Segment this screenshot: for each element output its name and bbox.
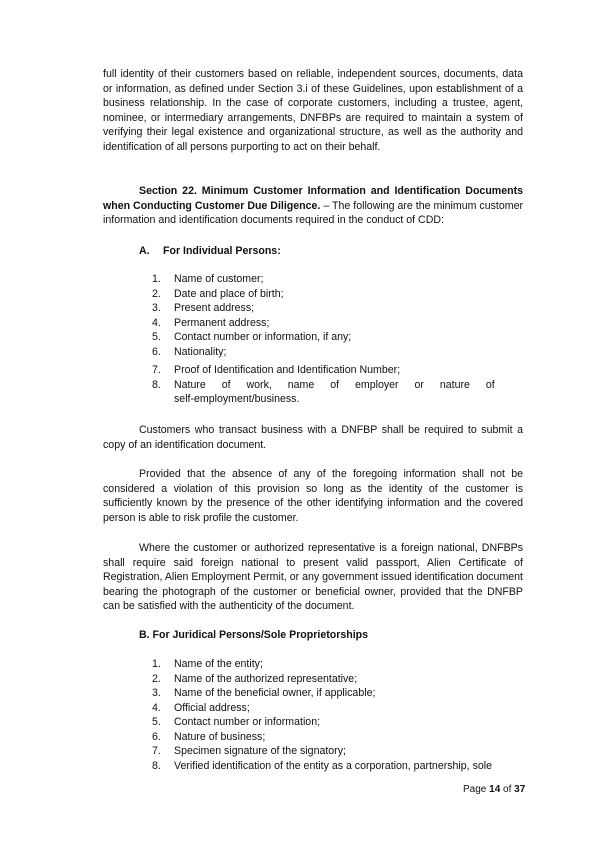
list-item: 2. Date and place of birth; [152, 287, 284, 300]
list-item: 7. Proof of Identification and Identification Number; [152, 364, 401, 376]
list-item: 5. Contact number or information; [152, 716, 321, 728]
list-item: 3. Present address; [152, 302, 255, 314]
foreign-national-paragraph: Where the customer or authorized representative is a foreign national, DNFBPs shall require said foreign national to present valid passport, Alien Certificate of Registration, Alien Employment Permit, or any government issued identification document bearing the photograph of the customer or beneficial owner, provided that the DNFBP can be satisfied with the authenticity of the document. [103, 542, 523, 612]
intro-paragraph: full identity of their customers based on reliable, independent sources, documents, data or information, as defined under Section 3.i of these Guidelines, upon establishment of a business relationship. In the case of corporate customers, including a trustee, agent, nominee, or intermediary arrangements, DNFBPs are required to maintain a system of verifying their legal existence and organizational structure, as well as the authority and identification of all persons purporting to act on their behalf. [103, 68, 523, 153]
list-item: 5. Contact number or information, if any; [152, 331, 352, 343]
juridical-list [152, 657, 524, 773]
list-item: 8. Nature of work, name of employer or nature of self-employment/business. [152, 378, 495, 405]
list-item: 2. Name of the authorized representative; [152, 672, 358, 685]
copy-id-paragraph: Customers who transact business with a DNFBP shall be required to submit a copy of an identification document. [103, 424, 523, 451]
section-22-title: Section 22. Minimum Customer Information and Identification Documents when Conducting Customer Due Diligence. [103, 185, 523, 212]
list-item: 1. Name of customer; [152, 273, 264, 285]
total-pages: 37 [514, 784, 526, 795]
individual-list [152, 272, 524, 407]
list-item: 8. Verified identification of the entity as a corporation, partnership, sole [152, 759, 492, 772]
page-number: Page 14 of 37 [463, 784, 526, 795]
section-22-text: – The following are the minimum customer information and identification documents required in the conduct of CDD: [103, 199, 523, 226]
heading-individual-letter: A. [139, 245, 150, 257]
list-item: 3. Name of the beneficial owner, if applicable; [152, 687, 376, 699]
list-item: 7. Specimen signature of the signatory; [152, 745, 346, 757]
list-item: 4. Official address; [152, 701, 250, 714]
heading-individual [139, 245, 281, 257]
list-item: 6. Nationality; [152, 345, 227, 358]
heading-individual-text: For Individual Persons: [163, 245, 281, 257]
list-item: 4. Permanent address; [152, 316, 270, 329]
list-item: 1. Name of the entity; [152, 658, 263, 670]
current-page: 14 [489, 784, 501, 795]
provided-paragraph: Provided that the absence of any of the foregoing information shall not be considered a violation of this provision so long as the identity of the customer is sufficiently known by the presence of the other identifying information and the covered person is able to risk profile the customer. [103, 468, 523, 524]
section-22-paragraph [103, 184, 523, 228]
list-item: 6. Nature of business; [152, 730, 266, 743]
heading-juridical: B. For Juridical Persons/Sole Proprietorships [139, 629, 369, 641]
